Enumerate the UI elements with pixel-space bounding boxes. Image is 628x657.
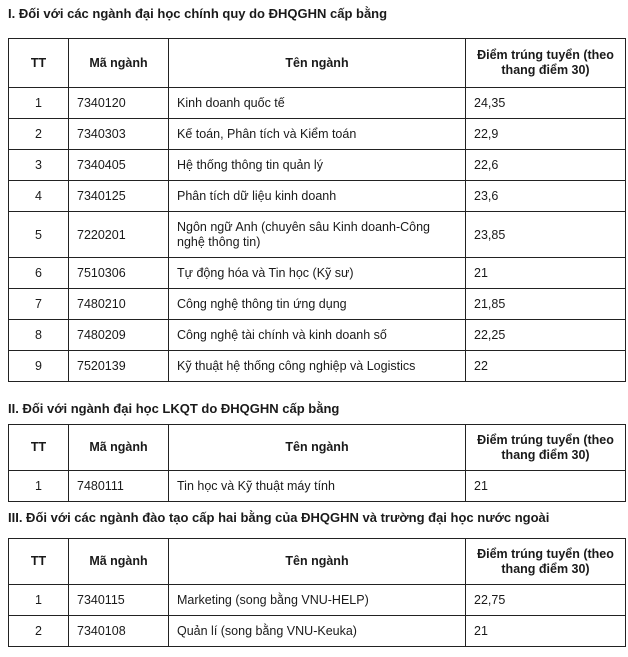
cell-name: Marketing (song bằng VNU-HELP)	[169, 585, 466, 616]
header-code: Mã ngành	[69, 425, 169, 471]
cell-score: 22	[466, 351, 626, 382]
table-section-1	[8, 38, 626, 382]
table-row	[9, 212, 626, 258]
cell-tt: 1	[9, 88, 69, 119]
header-name: Tên ngành	[169, 425, 466, 471]
cell-name: Hệ thống thông tin quản lý	[169, 150, 466, 181]
section-1-title: I. Đối với các ngành đại học chính quy do ĐHQGHN cấp bằng	[8, 6, 388, 21]
table-row	[9, 181, 626, 212]
table-row	[9, 616, 626, 647]
table-row	[9, 289, 626, 320]
table-row	[9, 119, 626, 150]
cell-name: Kinh doanh quốc tế	[169, 88, 466, 119]
cell-score: 22,25	[466, 320, 626, 351]
cell-code: 7480210	[69, 289, 169, 320]
table-row	[9, 150, 626, 181]
header-tt: TT	[9, 425, 69, 471]
cell-name: Phân tích dữ liệu kinh doanh	[169, 181, 466, 212]
cell-code: 7340115	[69, 585, 169, 616]
table-row	[9, 320, 626, 351]
cell-score: 22,6	[466, 150, 626, 181]
section-2-title: II. Đối với ngành đại học LKQT do ĐHQGHN cấp bằng	[8, 401, 340, 416]
table-section-3	[8, 538, 626, 647]
cell-name: Công nghệ tài chính và kinh doanh số	[169, 320, 466, 351]
cell-name: Tin học và Kỹ thuật máy tính	[169, 471, 466, 502]
table-section-2	[8, 424, 626, 502]
cell-name: Kế toán, Phân tích và Kiểm toán	[169, 119, 466, 150]
cell-code: 7340405	[69, 150, 169, 181]
cell-score: 21,85	[466, 289, 626, 320]
cell-code: 7480111	[69, 471, 169, 502]
cell-tt: 2	[9, 119, 69, 150]
cell-name: Công nghệ thông tin ứng dụng	[169, 289, 466, 320]
cell-tt: 7	[9, 289, 69, 320]
cell-tt: 4	[9, 181, 69, 212]
header-score: Điểm trúng tuyển (theo thang điểm 30)	[466, 425, 626, 471]
header-code: Mã ngành	[69, 539, 169, 585]
header-score: Điểm trúng tuyển (theo thang điểm 30)	[466, 39, 626, 88]
cell-score: 22,9	[466, 119, 626, 150]
header-score: Điểm trúng tuyển (theo thang điểm 30)	[466, 539, 626, 585]
header-code: Mã ngành	[69, 39, 169, 88]
table-header-row	[9, 39, 626, 88]
cell-name: Ngôn ngữ Anh (chuyên sâu Kinh doanh-Công nghệ thông tin)	[169, 212, 466, 258]
table-row	[9, 585, 626, 616]
cell-code: 7480209	[69, 320, 169, 351]
header-name: Tên ngành	[169, 39, 466, 88]
cell-name: Kỹ thuật hệ thống công nghiệp và Logistics	[169, 351, 466, 382]
table-header-row	[9, 539, 626, 585]
cell-tt: 3	[9, 150, 69, 181]
cell-score: 22,75	[466, 585, 626, 616]
table-row	[9, 258, 626, 289]
cell-score: 21	[466, 471, 626, 502]
cell-code: 7340303	[69, 119, 169, 150]
cell-code: 7340120	[69, 88, 169, 119]
cell-score: 23,85	[466, 212, 626, 258]
cell-code: 7220201	[69, 212, 169, 258]
section-3-title: III. Đối với các ngành đào tạo cấp hai bằng của ĐHQGHN và trường đại học nước ngoài	[8, 510, 550, 525]
header-tt: TT	[9, 39, 69, 88]
cell-name: Tự động hóa và Tin học (Kỹ sư)	[169, 258, 466, 289]
cell-score: 21	[466, 258, 626, 289]
cell-tt: 1	[9, 471, 69, 502]
cell-tt: 6	[9, 258, 69, 289]
header-tt: TT	[9, 539, 69, 585]
cell-score: 21	[466, 616, 626, 647]
cell-tt: 1	[9, 585, 69, 616]
cell-tt: 9	[9, 351, 69, 382]
cell-tt: 8	[9, 320, 69, 351]
table-header-row	[9, 425, 626, 471]
cell-score: 24,35	[466, 88, 626, 119]
header-name: Tên ngành	[169, 539, 466, 585]
table-row	[9, 351, 626, 382]
cell-code: 7520139	[69, 351, 169, 382]
cell-tt: 5	[9, 212, 69, 258]
cell-score: 23,6	[466, 181, 626, 212]
cell-code: 7340125	[69, 181, 169, 212]
cell-code: 7510306	[69, 258, 169, 289]
cell-name: Quản lí (song bằng VNU-Keuka)	[169, 616, 466, 647]
table-row	[9, 88, 626, 119]
table-row	[9, 471, 626, 502]
cell-code: 7340108	[69, 616, 169, 647]
cell-tt: 2	[9, 616, 69, 647]
